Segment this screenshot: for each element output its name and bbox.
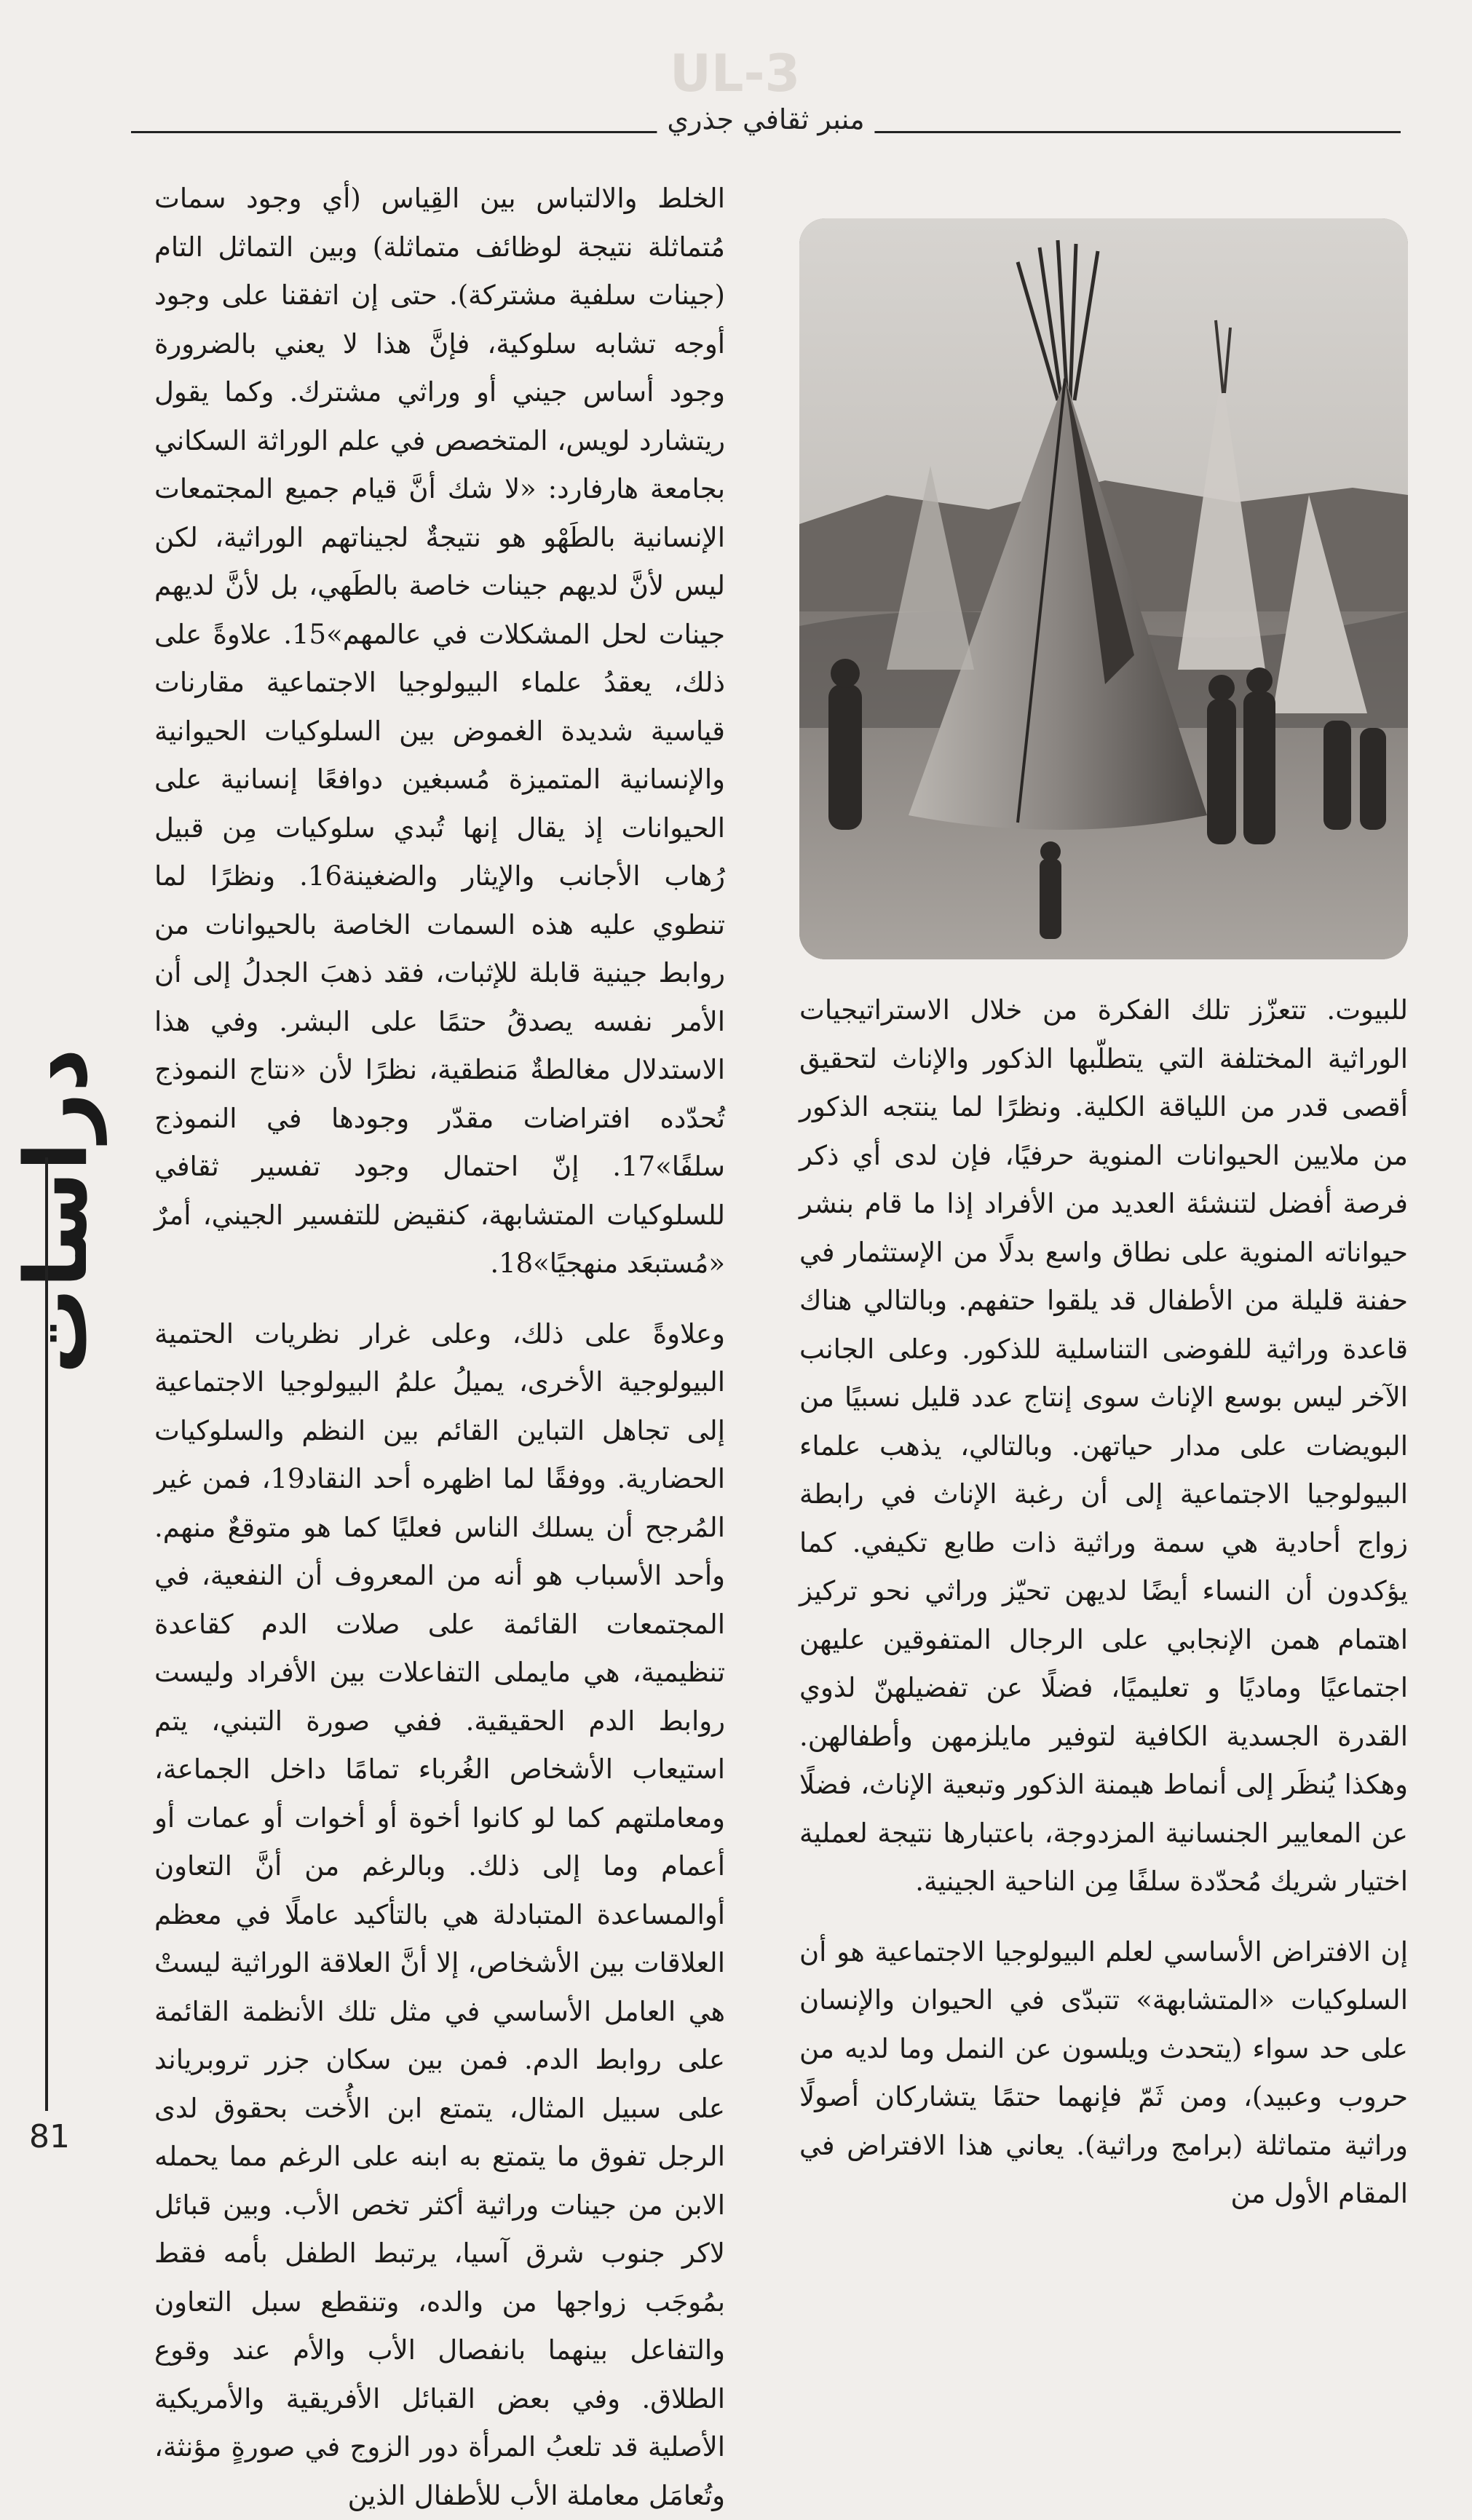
text-column-right: [799, 986, 1408, 2219]
text-column-left: [154, 175, 725, 2520]
paragraph: الخلط والالتباس بين القِياس (أي وجود سمات مُتماثلة نتيجة لوظائف متماثلة) وبين التماثل التام (جينات سلفية مشتركة). حتى إن اتفقنا على وجود أوجه تشابه سلوكية، فإنَّ هذا لا يعني بالضرورة وجود أساس جيني أو وراثي مشترك. وكما يقول ريتشارد لويس، المتخصص في علم الوراثة السكاني بجامعة هارفارد: «لا شك أنَّ قيام جميع المجتمعات الإنسانية بالطَهْو هو نتيجةٌ لجيناتهم الوراثية، لكن ليس لأنَّ لديهم جينات خاصة بالطَهي، بل لأنَّ لديهم جينات لحل المشكلات في عالمهم»15. علاوةً على ذلك، يعقدُ علماء البيولوجيا الاجتماعية مقارنات قياسية شديدة الغموض بين السلوكيات الحيوانية والإنسانية المتميزة مُسبغين دوافعًا إنسانية على الحيوانات إذ يقال إنها تُبدي سلوكيات مِن قبيل رُهاب الأجانب والإيثار والضغينة16. ونظرًا لما تنطوي عليه هذه السمات الخاصة بالحيوانات من روابط جينية قابلة للإثبات، فقد ذهبَ الجدلُ إلى أن الأمر نفسه يصدقُ حتمًا على البشر. وفي هذا الاستدلال مغالطةٌ مَنطقية، نظرًا لأن «نتاج النموذج تُحدّده افتراضات مقدّر وجودها في النموذج سلفًا»17. إنّ احتمال وجود تفسير ثقافي للسلوكيات المتشابهة، كنقيض للتفسير الجيني، أمرٌ «مُستبعَد منهجيًا»18.: [154, 175, 725, 1288]
paragraph: للبيوت. تتعزّز تلك الفكرة من خلال الاستراتيجيات الوراثية المختلفة التي يتطلّبها الذكور والإناث لتحقيق أقصى قدر من اللياقة الكلية. ونظرًا لما ينتجه الذكور من ملايين الحيوانات المنوية حرفيًا، فإن لدى أي ذكر فرصة أفضل لتنشئة العديد من الأفراد إذا ما قام بنشر حيواناته المنوية على نطاق واسع بدلًا من الإستثمار في حفنة قليلة من الأطفال قد يلقوا حتفهم. وبالتالي هناك قاعدة وراثية للفوضى التناسلية للذكور. وعلى الجانب الآخر ليس بوسع الإناث سوى إنتاج عدد قليل نسبيًا من البويضات على مدار حياتهن. وبالتالي، يذهب علماء البيولوجيا الاجتماعية إلى أن رغبة الإناث في رابطة زواج أحادية هي سمة وراثية ذات طابع تكيفي. كما يؤكدون أن النساء أيضًا لديهن تحيّز وراثي نحو تركيز اهتمام همن الإنجابي على الرجال المتفوقين عليهن اجتماعيًا وماديًا و تعليميًا، فضلًا عن تفضيلهنّ لذوي القدرة الجسدية الكافية لتوفير مايلزمهن وأطفالهن. وهكذا يُنظَر إلى أنماط هيمنة الذكور وتبعية الإناث، فضلًا عن المعايير الجنسانية المزدوجة، باعتبارها نتيجة لعملية اختيار شريك مُحدّدة سلفًا مِن الناحية الجينية.: [799, 986, 1408, 1906]
section-label: دراسات: [6, 1048, 106, 1143]
page-header: [131, 122, 1401, 151]
page-number: 81: [29, 2118, 70, 2155]
paragraph: وعلاوةً على ذلك، وعلى غرار نظريات الحتمية البيولوجية الأخرى، يميلُ علمُ البيولوجيا الاجتماعية إلى تجاهل التباين القائم بين النظم والسلوكيات الحضارية. ووفقًا لما اظهره أحد النقاد19، فمن غير المُرجح أن يسلك الناس فعليًا كما هو متوقعٌ منهم. وأحد الأسباب هو أنه من المعروف أن النفعية، في المجتمعات القائمة على صلات الدم كقاعدة تنظيمية، هي مايملى التفاعلات بين الأفراد وليست روابط الدم الحقيقية. ففي صورة التبني، يتم استيعاب الأشخاص الغُرباء تمامًا داخل الجماعة، ومعاملتهم كما لو كانوا أخوة أو أخوات أو عمات أو أعمام وما إلى ذلك. وبالرغم من أنَّ التعاون أوالمساعدة المتبادلة هي بالتأكيد عاملًا في معظم العلاقات بين الأشخاص، إلا أنَّ العلاقة الوراثية ليستْ هي العامل الأساسي في مثل تلك الأنظمة القائمة على روابط الدم. فمن بين سكان جزر تروبرياند على سبيل المثال، يتمتع ابن الأُخت بحقوق لدى الرجل تفوق ما يتمتع به ابنه على الرغم مما يحمله الابن من جينات وراثية أكثر تخص الأب. وبين قبائل لاكر جنوب شرق آسيا، يرتبط الطفل بأمه فقط بمُوجَب زواجها من والده، وتنقطع سبل التعاون والتفاعل بينهما بانفصال الأب والأم عند وقوع الطلاق. وفي بعض القبائل الأفريقية والأمريكية الأصلية قد تلعبُ المرأة دور الزوج في صورةٍ مؤنثة، وتُعامَل معاملة الأب للأطفال الذين: [154, 1310, 725, 2520]
tipi-photo: [799, 218, 1408, 959]
faded-running-title: 3-UL: [670, 44, 800, 103]
paragraph: إن الافتراض الأساسي لعلم البيولوجيا الاجتماعية هو أن السلوكيات «المتشابهة» تتبدّى في الحيوان والإنسان على حد سواء (يتحدث ويلسون عن النمل وما لديه من حروب وعبيد)، ومن ثَمّ فإنهما حتمًا يتشاركان أصولًا وراثية متماثلة (برامج وراثية). يعاني هذا الافتراض في المقام الأول من: [799, 1928, 1408, 2219]
header-title: منبر ثقافي جذري: [657, 103, 874, 135]
photo-image: [799, 218, 1408, 959]
side-rule: [45, 1157, 48, 2111]
